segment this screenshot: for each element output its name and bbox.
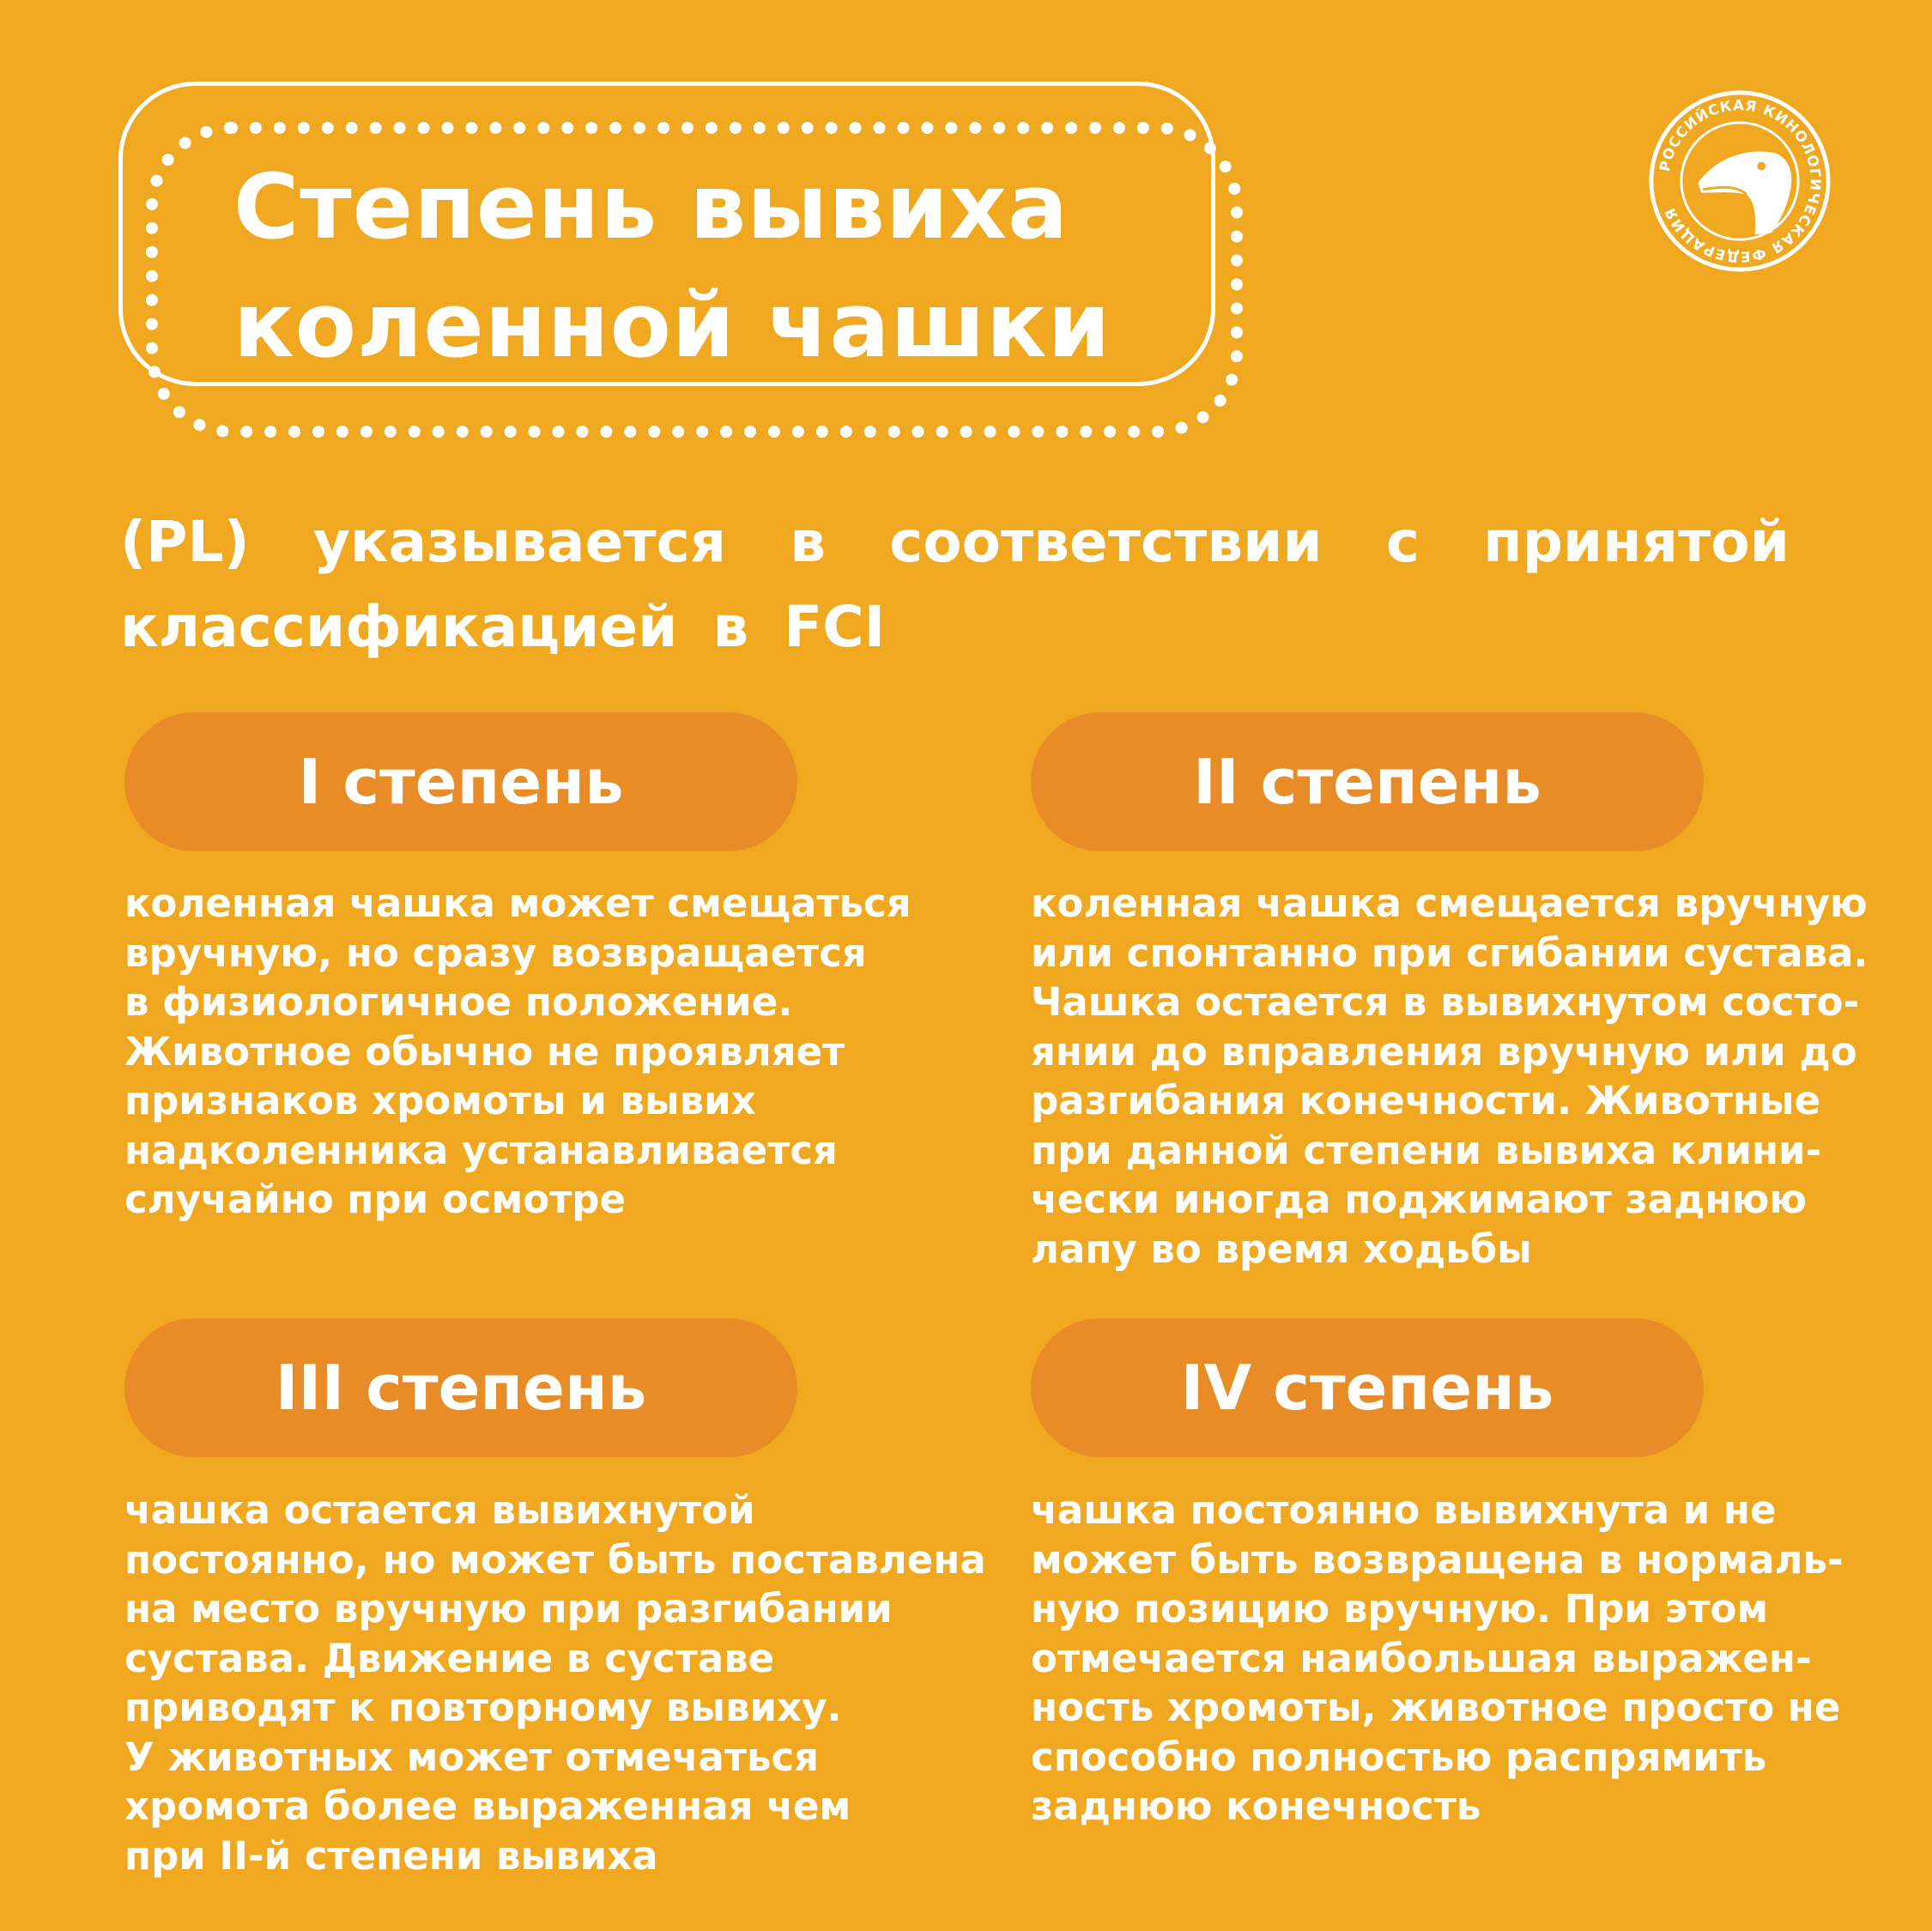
logo-text: РОССИЙСКАЯ КИНОЛОГИЧЕСКАЯ ФЕДЕРАЦИЯ — [1656, 97, 1824, 265]
page-title — [233, 148, 1111, 384]
dog-head-emblem-icon — [1648, 89, 1832, 273]
grade-4-description — [1031, 1486, 1872, 1831]
description-line: или спонтанно при сгибании сустава. — [1031, 929, 1868, 976]
description-line: разгибания конечности. Животные — [1031, 1078, 1821, 1123]
description-line: чашка остается вывихнутой — [124, 1487, 755, 1533]
description-line: Чашка остается в вывихнутом состо- — [1031, 979, 1860, 1025]
grade-2-label: II степень — [1193, 746, 1541, 818]
grade-2-badge — [1031, 712, 1704, 851]
description-line: чески иногда поджимают заднюю — [1031, 1177, 1807, 1222]
description-line: У животных может отмечаться — [124, 1734, 820, 1780]
description-line: в физиологичное положение. — [124, 979, 793, 1025]
description-line: сустава. Движение в суставе — [124, 1635, 775, 1681]
description-line: Животное обычно не проявляет — [124, 1028, 845, 1074]
description-line: хромота более выраженная чем — [124, 1783, 851, 1829]
description-line: на место вручную при разгибании — [124, 1586, 893, 1631]
description-line: при II-й степени вывиха — [124, 1832, 658, 1879]
grade-1-badge — [124, 712, 797, 851]
description-line: может быть возвращена в нормаль- — [1031, 1536, 1844, 1583]
grade-4-badge — [1031, 1318, 1704, 1457]
description-line: коленная чашка смещается вручную — [1031, 881, 1868, 926]
description-line: способно полностью распрямить — [1031, 1734, 1767, 1780]
description-line: чашка постоянно вывихнута и не — [1031, 1487, 1777, 1533]
description-line: постоянно, но может быть поставлена — [124, 1536, 986, 1583]
grade-2-description — [1031, 879, 1872, 1274]
grade-3-label: III степень — [275, 1352, 647, 1424]
grade-3-badge — [124, 1318, 797, 1457]
description-line: заднюю конечность — [1031, 1783, 1481, 1829]
description-line: приводят к повторному вывиху. — [124, 1685, 842, 1730]
description-line: надколенника устанавливается — [124, 1127, 838, 1173]
title-line: Степень вывиха — [233, 154, 1069, 259]
description-line: признаков хромоты и вывих — [124, 1078, 756, 1123]
intro-text: (PL) указывается в соответствии с принятой классификацией в FCI — [120, 509, 1790, 660]
description-line: отмечается наибольшая выражен- — [1031, 1635, 1812, 1681]
grade-4-label: IV степень — [1180, 1352, 1554, 1424]
description-line: лапу во время ходьбы — [1031, 1226, 1532, 1272]
description-line: ную позицию вручную. При этом — [1031, 1586, 1769, 1631]
description-line: случайно при осмотре — [124, 1177, 627, 1222]
description-line: вручную, но сразу возвращается — [124, 929, 867, 976]
grade-1-description — [124, 879, 966, 1225]
description-line: коленная чашка может смещаться — [124, 881, 911, 926]
grade-3-description — [124, 1486, 986, 1880]
description-line: при данной степени вывиха клини- — [1031, 1127, 1822, 1173]
grade-1-label: I степень — [298, 746, 624, 818]
description-line: ность хромоты, животное просто не — [1031, 1685, 1841, 1730]
title-line: коленной чашки — [233, 273, 1111, 378]
description-line: янии до вправления вручную или до — [1031, 1028, 1857, 1074]
